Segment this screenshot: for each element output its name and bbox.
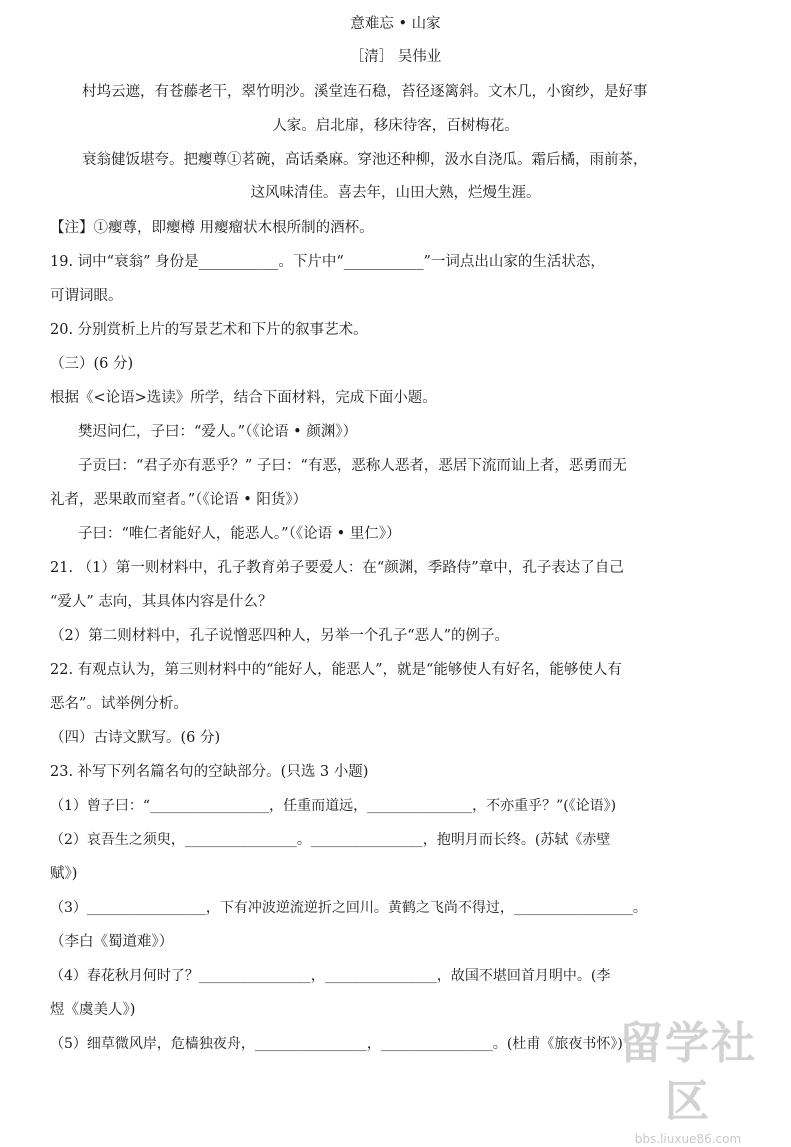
question-line: （1）曾子曰：“_________________，任重而道远，_______________，不亦重乎？”(《论语》) — [50, 798, 617, 814]
question-line: 19. 词中“衰翁” 身份是___________。下片中“___________”一词点出山家的生活状态， — [50, 254, 605, 270]
section-heading: （三）(6 分) — [50, 356, 134, 372]
question-line: （2）第二则材料中，孔子说憎恶四种人，另举一个孔子“恶人”的例子。 — [50, 628, 510, 644]
question-line: 23. 补写下列名篇名句的空缺部分。(只选 3 小题) — [50, 764, 369, 780]
quote-line: 子贡曰：“君子亦有恶乎？” 子曰：“有恶，恶称人恶者，恶居下流而讪上者，恶勇而无 — [78, 458, 627, 474]
poem-author: ［清］ 吴伟业 — [349, 49, 442, 65]
quote-line: 樊迟问仁，子曰：“爱人。”（《论语 • 颜渊》） — [78, 424, 358, 440]
question-line: 20. 分别赏析上片的写景艺术和下片的叙事艺术。 — [50, 322, 368, 338]
question-line: 恶名”。试举例分析。 — [50, 696, 188, 712]
question-line: “爱人” 志向，其具体内容是什么？ — [50, 594, 273, 610]
question-line: 21. （1）第一则材料中，孔子教育弟子要爱人：在“颜渊，季路侍”章中，孔子表达了自己 — [50, 560, 624, 576]
question-line: （3）_________________，下有冲波逆流逆折之回川。黄鹤之飞尚不得过，_________________。 — [50, 900, 647, 916]
watermark-url: bbs.liuxue86.com — [634, 1132, 742, 1146]
question-line: 根据《<论语>选读》所学，结合下面材料，完成下面小题。 — [50, 390, 437, 406]
question-line: （李白《蜀道难》） — [50, 934, 174, 950]
poem-line: 衰翁健饭堪夸。把瘿尊①茗碗，高话桑麻。穿池还种柳，汲水自浇瓜。霜后橘，雨前茶， — [82, 152, 648, 168]
poem-line: 人家。启北扉，移床待客，百树梅花。 — [272, 118, 519, 134]
question-line: （5）细草微风岸，危樯独夜舟，________________，________________。(杜甫《旅夜书怀》) — [50, 1036, 623, 1052]
section-heading: （四）古诗文默写。(6 分) — [50, 730, 221, 746]
quote-line: 礼者，恶果敢而窒者。”（《论语 • 阳货》） — [50, 492, 308, 508]
watermark — [603, 1015, 773, 1146]
question-line: 赋》) — [50, 866, 78, 882]
quote-line: 子曰：“唯仁者能好人，能恶人。”（《论语 • 里仁》） — [78, 526, 401, 542]
poem-line: 村坞云遮，有苍藤老干，翠竹明沙。溪堂连石稳，苔径逐篱斜。文木几，小窗纱，是好事 — [82, 84, 648, 100]
poem-note: 【注】①瘿尊，即瘿樽 用瘿瘤状木根所制的酒杯。 — [50, 220, 374, 236]
watermark-logo: 留学社区 — [619, 1018, 757, 1127]
question-line: 22. 有观点认为，第三则材料中的“能好人，能恶人”，就是“能够使人有好名，能够使人有 — [50, 662, 622, 678]
poem-title: 意难忘 • 山家 — [350, 16, 441, 32]
question-line: 可谓词眼。 — [50, 288, 123, 304]
question-line: （2）哀吾生之须臾，________________。________________，抱明月而长终。(苏轼《赤壁 — [50, 832, 611, 848]
question-line: 煜《虞美人》) — [50, 1002, 136, 1018]
question-line: （4）春花秋月何时了？________________，________________，故国不堪回首月明中。(李 — [50, 968, 611, 984]
poem-line: 这风味清佳。喜去年，山田大熟，烂熳生涯。 — [250, 185, 541, 201]
